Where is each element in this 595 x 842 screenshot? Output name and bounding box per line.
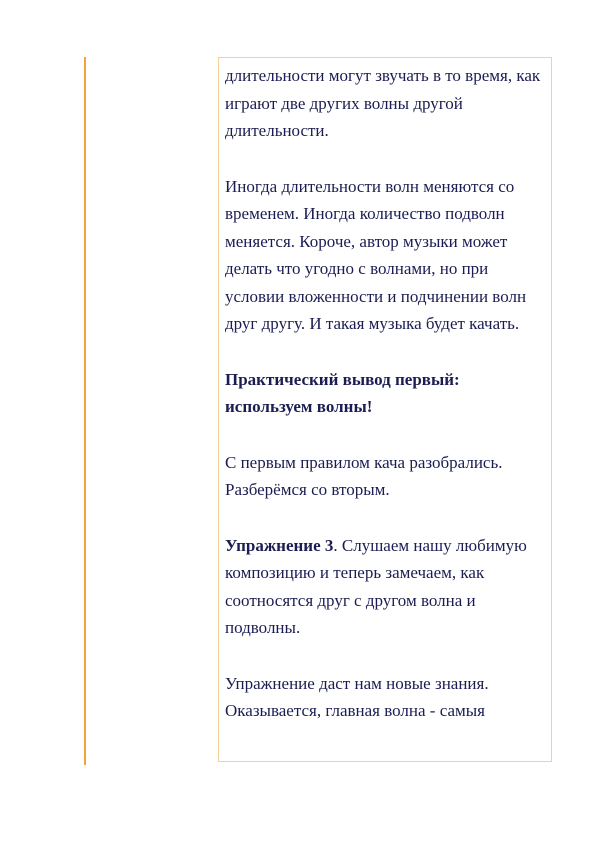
text-frame [218, 57, 552, 762]
exercise-text: . Слушаем нашу любимую композицию и теперь замечаем, как соотносятся друг с другом волна и подволны. [225, 535, 527, 637]
paragraph-4: С первым правилом кача разобрались. Разберёмся со вторым. [225, 452, 503, 499]
paragraph-2: Иногда длительности волн меняются со временем. Иногда количество подволн меняется. Короче, автор музыки может делать что угодно с волнами, но при условии вложенности и подчинении волн друг другу. И такая музыка будет качать. [225, 176, 527, 333]
paragraph-1: длительности могут звучать в то время, как играют две других волны другой длительности. [225, 66, 541, 140]
exercise-paragraph [225, 532, 547, 642]
paragraph-6: Упражнение даст нам новые знания. Оказывается, главная волна - самыя [225, 673, 489, 720]
margin-rule [84, 57, 86, 765]
exercise-label: Упражнение 3 [225, 535, 334, 555]
conclusion-heading: Практический вывод первый: используем волны! [225, 369, 460, 416]
